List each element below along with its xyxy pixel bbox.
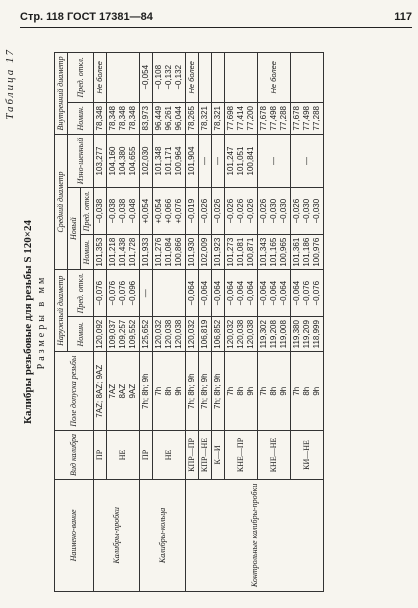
type-cell: КИ—НЕ bbox=[291, 431, 324, 480]
middle-worn-header: Изно-шенный bbox=[68, 134, 94, 187]
cell-value: 77,200 bbox=[246, 106, 255, 131]
inner-nom-cell bbox=[212, 102, 225, 134]
type-cell: НЕ bbox=[107, 431, 140, 480]
cell-value: −0,030 bbox=[269, 198, 278, 224]
tolerance-cell bbox=[94, 352, 107, 431]
outer-dev-cell bbox=[199, 270, 212, 317]
cell-value: −0,026 bbox=[200, 198, 209, 224]
worn-cell bbox=[107, 134, 140, 187]
worn-cell bbox=[212, 134, 225, 187]
inner-dev-cell bbox=[199, 53, 212, 103]
cell-value: −0,026 bbox=[246, 198, 255, 224]
cell-value: 9h bbox=[279, 386, 288, 396]
outer-nom-cell bbox=[212, 317, 225, 352]
outer-dev-header: Пред. откл. bbox=[68, 270, 94, 317]
outer-nom-cell bbox=[291, 317, 324, 352]
worn-cell bbox=[186, 134, 199, 187]
worn-cell bbox=[291, 134, 324, 187]
tolerance-cell bbox=[258, 352, 291, 431]
cell-value: 101,343 bbox=[259, 237, 268, 267]
worn-cell bbox=[94, 134, 107, 187]
inner-nom-cell bbox=[94, 102, 107, 134]
outer-nom-cell bbox=[199, 317, 212, 352]
inner-nom-cell bbox=[153, 102, 186, 134]
cell-value: 9h bbox=[312, 386, 321, 396]
cell-value: 101,353 bbox=[95, 237, 104, 267]
new-nom-cell bbox=[212, 235, 225, 270]
cell-value: Не более bbox=[187, 61, 197, 94]
type-cell: КНЕ—ПР bbox=[225, 431, 258, 480]
cell-value: 101,273 bbox=[226, 237, 235, 267]
tolerance-cell bbox=[212, 352, 225, 431]
cell-value: −0,132 bbox=[174, 64, 183, 90]
cell-value: — bbox=[269, 157, 278, 166]
cell-value: — bbox=[213, 157, 222, 166]
worn-cell bbox=[140, 134, 153, 187]
cell-value: 96,261 bbox=[164, 106, 173, 131]
cell-value: 106,852 bbox=[213, 319, 222, 349]
outer-nom-cell bbox=[94, 317, 107, 352]
new-dev-cell bbox=[212, 188, 225, 235]
cell-value: −0,026 bbox=[213, 198, 222, 224]
cell-value: −0,076 bbox=[95, 280, 104, 306]
cell-value: 101,186 bbox=[302, 237, 311, 267]
cell-value: 78,321 bbox=[200, 106, 209, 131]
cell-value: 7h bbox=[292, 386, 301, 396]
inner-dev-header: Пред. откл. bbox=[68, 53, 94, 103]
cell-value: 119,208 bbox=[269, 320, 278, 349]
cell-value: 7AZ; 8AZ; 9AZ bbox=[95, 364, 104, 418]
cell-value: −0,108 bbox=[154, 64, 163, 90]
cell-value: −0,064 bbox=[246, 280, 255, 306]
cell-value: 77,498 bbox=[269, 106, 278, 131]
cell-value: 8h bbox=[302, 386, 311, 396]
page-standard-label: Стр. 118 ГОСТ 17381—84 bbox=[20, 11, 153, 23]
outer-dev-cell bbox=[140, 270, 153, 317]
new-nom-cell bbox=[199, 235, 212, 270]
cell-value: 102,030 bbox=[141, 146, 150, 176]
table-row bbox=[94, 53, 107, 592]
group-cell-rings: Калибры-кольца bbox=[140, 479, 186, 591]
new-nom-cell bbox=[107, 235, 140, 270]
cell-value: 78,348 bbox=[128, 106, 137, 131]
cell-value: 7h; 8h; 9h bbox=[187, 373, 196, 409]
cell-value: 104,160 bbox=[108, 146, 117, 176]
cell-value: −0,030 bbox=[279, 198, 288, 224]
cell-value: 96,044 bbox=[174, 106, 183, 131]
gauge-table bbox=[54, 52, 324, 592]
cell-value: −0,064 bbox=[187, 280, 196, 306]
outer-nom-cell bbox=[153, 317, 186, 352]
new-dev-cell bbox=[199, 188, 212, 235]
cell-value: 102,009 bbox=[200, 237, 209, 267]
cell-value: −0,038 bbox=[108, 198, 117, 224]
tolerance-cell bbox=[199, 352, 212, 431]
cell-value: 7h bbox=[259, 386, 268, 396]
cell-value: −0,064 bbox=[292, 280, 301, 306]
rotated-table-sheet bbox=[2, 42, 414, 602]
group-cell-plugs: Калибры-пробки bbox=[94, 479, 140, 591]
inner-dev-cell bbox=[258, 53, 291, 103]
tolerance-cell bbox=[153, 352, 186, 431]
cell-value: −0,048 bbox=[128, 198, 137, 224]
cell-value: 101,361 bbox=[292, 237, 301, 267]
cell-value: 104,380 bbox=[118, 146, 127, 176]
cell-value: 100,976 bbox=[312, 237, 321, 267]
cell-value: 104,655 bbox=[128, 146, 137, 176]
inner-nom-cell bbox=[225, 102, 258, 134]
cell-value: 78,348 bbox=[95, 106, 104, 131]
cell-value: 103,277 bbox=[95, 146, 104, 176]
cell-value: 8h bbox=[269, 386, 278, 396]
tolerance-cell bbox=[140, 352, 153, 431]
cell-value: −0,030 bbox=[312, 198, 321, 224]
type-cell: ПР bbox=[94, 431, 107, 480]
cell-value: 109,037 bbox=[108, 319, 117, 349]
cell-value: −0,019 bbox=[187, 198, 196, 224]
outer-nom-cell bbox=[225, 317, 258, 352]
cell-value: 101,933 bbox=[141, 237, 150, 267]
cell-value: 100,964 bbox=[174, 146, 183, 176]
new-dev-cell bbox=[186, 188, 199, 235]
cell-value: 77,288 bbox=[279, 106, 288, 131]
table-body bbox=[94, 53, 324, 592]
cell-value: 101,930 bbox=[187, 237, 196, 267]
type-cell: ПР bbox=[140, 431, 153, 480]
col-tolerance-header: Поле допуска резьбы bbox=[55, 352, 94, 431]
cell-value: 100,965 bbox=[279, 237, 288, 267]
new-nom-cell bbox=[153, 235, 186, 270]
inner-nom-header: Номин. bbox=[68, 102, 94, 134]
cell-value: 77,678 bbox=[292, 106, 301, 131]
group-cell-control: Контрольные калибры-пробки bbox=[186, 479, 324, 591]
cell-value: −0,076 bbox=[108, 280, 117, 306]
middle-new-nom-header: Номин. bbox=[81, 235, 94, 270]
inner-dev-cell bbox=[140, 53, 153, 103]
cell-value: −0,030 bbox=[302, 198, 311, 224]
col-middle-header: Средний диаметр bbox=[55, 134, 68, 269]
col-type-header: Вид калибра bbox=[55, 431, 94, 480]
cell-value: 78,321 bbox=[213, 106, 222, 131]
cell-value: −0,026 bbox=[236, 198, 245, 224]
col-outer-header: Наружный диаметр bbox=[55, 270, 68, 352]
cell-value: −0,064 bbox=[259, 280, 268, 306]
middle-new-dev-header: Пред. откл. bbox=[81, 188, 94, 235]
cell-value: 7h bbox=[226, 386, 235, 396]
cell-value: 9h bbox=[174, 386, 183, 396]
cell-value: −0,076 bbox=[118, 280, 127, 306]
cell-value: — bbox=[200, 157, 209, 166]
cell-value: 8h bbox=[236, 386, 245, 396]
cell-value: 120,032 bbox=[226, 319, 235, 349]
cell-value: 101,904 bbox=[187, 146, 196, 176]
cell-value: −0,026 bbox=[226, 198, 235, 224]
inner-dev-cell bbox=[212, 53, 225, 103]
cell-value: 96,449 bbox=[154, 106, 163, 131]
cell-value: 101,218 bbox=[108, 237, 117, 267]
outer-dev-cell bbox=[107, 270, 140, 317]
header-rule bbox=[20, 27, 412, 28]
cell-value: 77,678 bbox=[259, 106, 268, 131]
worn-cell bbox=[225, 134, 258, 187]
cell-value: +0,054 bbox=[154, 198, 163, 224]
tolerance-cell bbox=[225, 352, 258, 431]
cell-value: 109,257 bbox=[118, 319, 127, 349]
outer-nom-cell bbox=[258, 317, 291, 352]
new-dev-cell bbox=[140, 188, 153, 235]
new-dev-cell bbox=[225, 188, 258, 235]
outer-nom-cell bbox=[107, 317, 140, 352]
cell-value: 9AZ bbox=[128, 383, 137, 399]
cell-value: 120,032 bbox=[154, 319, 163, 349]
outer-dev-cell bbox=[94, 270, 107, 317]
outer-nom-header: Номин. bbox=[68, 317, 94, 352]
outer-dev-cell bbox=[153, 270, 186, 317]
cell-value: +0,066 bbox=[164, 198, 173, 224]
outer-dev-cell bbox=[225, 270, 258, 317]
inner-dev-cell bbox=[94, 53, 107, 103]
type-cell: КНЕ—НЕ bbox=[258, 431, 291, 480]
cell-value: −0,064 bbox=[269, 280, 278, 306]
table-subtitle: Размеры в мм bbox=[36, 274, 47, 370]
cell-value: 120,038 bbox=[236, 319, 245, 349]
cell-value: 8AZ bbox=[118, 383, 127, 399]
cell-value: −0,038 bbox=[95, 198, 104, 224]
inner-dev-cell bbox=[186, 53, 199, 103]
cell-value: 118,999 bbox=[312, 320, 321, 349]
cell-value: +0,076 bbox=[174, 198, 183, 224]
cell-value: 7h; 8h; 9h bbox=[200, 373, 209, 409]
cell-value: 7h bbox=[154, 386, 163, 396]
cell-value: 125,652 bbox=[141, 319, 150, 349]
cell-value: −0,038 bbox=[118, 198, 127, 224]
cell-value: −0,076 bbox=[302, 280, 311, 306]
tolerance-cell bbox=[107, 352, 140, 431]
cell-value: 77,698 bbox=[226, 106, 235, 131]
new-nom-cell bbox=[94, 235, 107, 270]
middle-new-header: Новый bbox=[68, 188, 81, 270]
cell-value: 106,819 bbox=[200, 319, 209, 349]
cell-value: 100,871 bbox=[246, 237, 255, 267]
cell-value: 101,084 bbox=[164, 237, 173, 267]
table-row bbox=[186, 53, 199, 592]
cell-value: 77,414 bbox=[236, 106, 245, 131]
table-title: Калибры резьбовые для резьбы S 120×24 bbox=[22, 219, 34, 425]
cell-value: −0,026 bbox=[259, 198, 268, 224]
cell-value: −0,064 bbox=[226, 280, 235, 306]
type-cell: КПР—ПР bbox=[186, 431, 199, 480]
cell-value: 109,552 bbox=[128, 319, 137, 349]
cell-value: 7h; 8h; 9h bbox=[213, 373, 222, 409]
tolerance-cell bbox=[186, 352, 199, 431]
cell-value: −0,076 bbox=[312, 280, 321, 306]
worn-cell bbox=[199, 134, 212, 187]
inner-nom-cell bbox=[186, 102, 199, 134]
inner-dev-cell bbox=[107, 53, 140, 103]
new-nom-cell bbox=[258, 235, 291, 270]
col-name-header: Наимено-вание bbox=[55, 479, 94, 591]
cell-value: 119,302 bbox=[259, 320, 268, 349]
cell-value: −0,132 bbox=[164, 64, 173, 90]
page-header bbox=[20, 6, 412, 28]
cell-value: 119,008 bbox=[279, 320, 288, 349]
cell-value: 100,866 bbox=[174, 237, 183, 267]
new-dev-cell bbox=[258, 188, 291, 235]
cell-value: — bbox=[302, 157, 311, 166]
col-inner-header: Внутренний диаметр bbox=[55, 53, 68, 135]
page-side-number: 117 bbox=[394, 11, 412, 23]
inner-nom-cell bbox=[258, 102, 291, 134]
inner-nom-cell bbox=[107, 102, 140, 134]
cell-value: −0,064 bbox=[279, 280, 288, 306]
cell-value: −0,026 bbox=[292, 198, 301, 224]
cell-value: 119,380 bbox=[292, 320, 301, 349]
cell-value: 77,498 bbox=[302, 106, 311, 131]
new-dev-cell bbox=[153, 188, 186, 235]
cell-value: 100,841 bbox=[246, 146, 255, 176]
new-nom-cell bbox=[140, 235, 153, 270]
cell-value: +0,054 bbox=[141, 198, 150, 224]
outer-nom-cell bbox=[186, 317, 199, 352]
cell-value: −0,064 bbox=[200, 280, 209, 306]
cell-value: 78,348 bbox=[118, 106, 127, 131]
cell-value: 78,265 bbox=[187, 106, 196, 131]
cell-value: 7AZ bbox=[108, 383, 117, 399]
table-label: Таблица 17 bbox=[4, 48, 16, 120]
cell-value: 83,973 bbox=[141, 106, 150, 131]
cell-value: −0,064 bbox=[236, 280, 245, 306]
outer-dev-cell bbox=[186, 270, 199, 317]
cell-value: 101,165 bbox=[269, 237, 278, 267]
inner-dev-cell bbox=[291, 53, 324, 103]
outer-nom-cell bbox=[140, 317, 153, 352]
new-dev-cell bbox=[291, 188, 324, 235]
outer-dev-cell bbox=[212, 270, 225, 317]
cell-value: 8h bbox=[164, 386, 173, 396]
cell-value: 119,209 bbox=[302, 320, 311, 349]
cell-value: 101,923 bbox=[213, 237, 222, 267]
worn-cell bbox=[153, 134, 186, 187]
new-nom-cell bbox=[186, 235, 199, 270]
cell-value: 101,171 bbox=[164, 146, 173, 176]
cell-value: — bbox=[141, 289, 150, 298]
cell-value: Не более bbox=[95, 61, 105, 94]
cell-value: 78,348 bbox=[108, 106, 117, 131]
new-dev-cell bbox=[94, 188, 107, 235]
worn-cell bbox=[258, 134, 291, 187]
cell-value: 120,038 bbox=[246, 319, 255, 349]
cell-value: 101,081 bbox=[236, 237, 245, 267]
inner-nom-cell bbox=[140, 102, 153, 134]
outer-dev-cell bbox=[258, 270, 291, 317]
cell-value: 120,038 bbox=[164, 319, 173, 349]
new-dev-cell bbox=[107, 188, 140, 235]
tolerance-cell bbox=[291, 352, 324, 431]
type-cell: НЕ bbox=[153, 431, 186, 480]
type-cell: К—И bbox=[212, 431, 225, 480]
table-row bbox=[140, 53, 153, 592]
cell-value: 101,438 bbox=[118, 237, 127, 267]
cell-value: −0,064 bbox=[213, 280, 222, 306]
cell-value: 101,247 bbox=[226, 146, 235, 176]
cell-value: 101,051 bbox=[236, 146, 245, 176]
inner-dev-cell bbox=[225, 53, 258, 103]
cell-value: 101,348 bbox=[154, 146, 163, 176]
new-nom-cell bbox=[225, 235, 258, 270]
cell-value: 101,276 bbox=[154, 237, 163, 267]
cell-value: 7h; 8h; 9h bbox=[141, 373, 150, 409]
cell-value: 120,038 bbox=[174, 319, 183, 349]
new-nom-cell bbox=[291, 235, 324, 270]
cell-value: 120,032 bbox=[187, 319, 196, 349]
cell-value: 9h bbox=[246, 386, 255, 396]
inner-dev-cell bbox=[153, 53, 186, 103]
outer-dev-cell bbox=[291, 270, 324, 317]
inner-nom-cell bbox=[291, 102, 324, 134]
cell-value: −0,096 bbox=[128, 280, 137, 306]
cell-value: Не более bbox=[269, 61, 279, 94]
cell-value: 120,092 bbox=[95, 319, 104, 349]
cell-value: 77,288 bbox=[312, 106, 321, 131]
cell-value: 101,728 bbox=[128, 237, 137, 267]
cell-value: −0,054 bbox=[141, 64, 150, 90]
type-cell: КПР—НЕ bbox=[199, 431, 212, 480]
inner-nom-cell bbox=[199, 102, 212, 134]
